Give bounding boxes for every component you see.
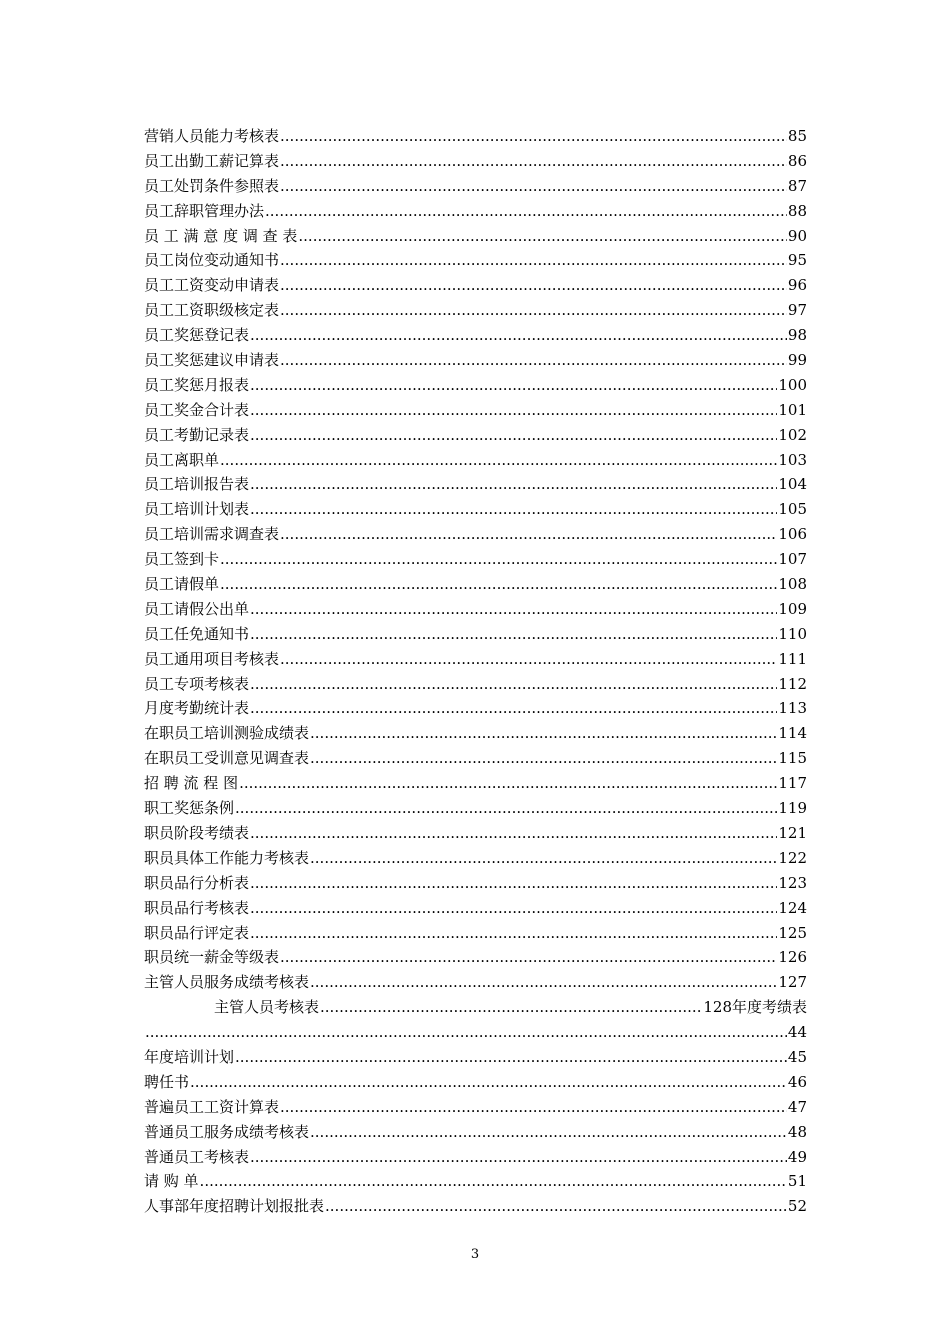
toc-entry-title: 员工岗位变动通知书 [144, 251, 280, 270]
toc-entry-page: 107 [778, 550, 807, 569]
toc-entry-page: 104 [778, 475, 807, 494]
toc-entry[interactable] [144, 1020, 807, 1045]
toc-entry[interactable] [144, 497, 807, 522]
toc-entry-page: 114 [778, 724, 807, 743]
toc-entry-page: 48 [787, 1122, 807, 1141]
toc-entry-title: 普通员工考核表 [144, 1147, 250, 1166]
toc-entry-title: 员工离职单 [144, 450, 220, 469]
toc-entry-page: 51 [787, 1172, 807, 1191]
toc-leader-dots [190, 1070, 787, 1095]
toc-entry-title: 主管人员考核表 [214, 998, 320, 1017]
toc-leader-dots [250, 423, 777, 448]
toc-entry-page: 110 [778, 624, 807, 643]
toc-entry-page: 115 [778, 749, 807, 768]
toc-entry-page: 122 [778, 848, 807, 867]
toc-entry-page: 88 [787, 201, 807, 220]
toc-entry-page: 99 [787, 351, 807, 370]
toc-entry[interactable] [144, 149, 807, 174]
toc-entry-page: 96 [787, 276, 807, 295]
toc-leader-dots [235, 1045, 787, 1070]
toc-entry-page: 87 [787, 176, 807, 195]
toc-leader-dots [200, 1169, 787, 1194]
toc-entry-page: 47 [787, 1097, 807, 1116]
toc-leader-dots [250, 896, 777, 921]
toc-entry[interactable] [144, 622, 807, 647]
toc-entry-title: 员工请假公出单 [144, 599, 250, 618]
toc-leader-dots [250, 1145, 787, 1170]
toc-entry-title: 在职员工培训测验成绩表 [144, 724, 310, 743]
toc-entry-title: 员工培训报告表 [144, 475, 250, 494]
toc-entry[interactable] [144, 945, 807, 970]
toc-leader-dots [239, 771, 777, 796]
toc-entry-page: 106 [778, 525, 807, 544]
toc-entry-title: 月度考勤统计表 [144, 699, 250, 718]
toc-entry-title: 员工处罚条件参照表 [144, 176, 280, 195]
toc-entry-title: 员工请假单 [144, 575, 220, 594]
toc-leader-dots [250, 821, 777, 846]
toc-entry[interactable] [144, 995, 807, 1020]
toc-entry-page: 102 [778, 425, 807, 444]
toc-entry-title: 普通员工服务成绩考核表 [144, 1122, 310, 1141]
toc-entry[interactable] [144, 448, 807, 473]
toc-leader-dots [250, 472, 777, 497]
toc-leader-dots [280, 945, 777, 970]
toc-entry-title: 在职员工受训意见调查表 [144, 749, 310, 768]
toc-leader-dots [280, 174, 787, 199]
toc-entry-page: 108 [778, 575, 807, 594]
toc-entry-title: 员工任免通知书 [144, 624, 250, 643]
toc-leader-dots [280, 124, 787, 149]
toc-entry-title: 员工工资变动申请表 [144, 276, 280, 295]
toc-entry[interactable] [144, 572, 807, 597]
toc-leader-dots [250, 871, 777, 896]
toc-leader-dots [250, 696, 777, 721]
toc-entry-title: 员工考勤记录表 [144, 425, 250, 444]
toc-entry-page: 95 [787, 251, 807, 270]
toc-entry-title: 员工签到卡 [144, 550, 220, 569]
toc-entry[interactable] [144, 298, 807, 323]
toc-leader-dots [235, 796, 777, 821]
toc-entry[interactable] [144, 896, 807, 921]
toc-entry-title: 员工通用项目考核表 [144, 649, 280, 668]
toc-entry[interactable] [144, 1120, 807, 1145]
toc-entry-title: 聘任书 [144, 1072, 190, 1091]
toc-entry-page: 119 [778, 799, 807, 818]
toc-entry-page: 100 [778, 375, 807, 394]
toc-entry[interactable] [144, 1194, 807, 1219]
toc-leader-dots [250, 597, 777, 622]
toc-entry-title: 职员统一薪金等级表 [144, 948, 280, 967]
toc-leader-dots [280, 348, 787, 373]
toc-entry-title: 员 工 满 意 度 调 查 表 [144, 226, 298, 245]
table-of-contents [144, 124, 807, 1219]
toc-entry[interactable] [144, 273, 807, 298]
toc-entry-title: 营销人员能力考核表 [144, 127, 280, 145]
toc-entry-title: 请 购 单 [144, 1172, 199, 1191]
toc-leader-dots [310, 970, 777, 995]
toc-entry-title: 员工培训计划表 [144, 500, 250, 519]
toc-entry[interactable] [144, 348, 807, 373]
toc-entry-page: 86 [787, 151, 807, 170]
toc-entry[interactable] [144, 1169, 807, 1194]
toc-leader-dots [220, 572, 777, 597]
toc-leader-dots [320, 995, 702, 1020]
toc-leader-dots [310, 721, 777, 746]
toc-leader-dots [280, 647, 777, 672]
toc-entry-page: 127 [778, 973, 807, 992]
toc-entry[interactable] [144, 721, 807, 746]
toc-entry-page: 121 [778, 823, 807, 842]
toc-entry-page: 112 [778, 674, 807, 693]
toc-entry-page: 125 [778, 923, 807, 942]
toc-leader-dots [265, 199, 787, 224]
toc-entry-page: 44 [787, 1023, 807, 1042]
toc-entry-page: 97 [787, 301, 807, 320]
toc-entry[interactable] [144, 1045, 807, 1070]
toc-entry-page: 52 [787, 1197, 807, 1216]
toc-entry-title: 职员品行考核表 [144, 898, 250, 917]
toc-entry-title: 员工奖金合计表 [144, 400, 250, 419]
toc-entry[interactable] [144, 771, 807, 796]
toc-entry-page: 128年度考绩表 [703, 998, 807, 1017]
toc-entry[interactable] [144, 1095, 807, 1120]
toc-entry[interactable] [144, 224, 807, 249]
toc-entry-page: 113 [778, 699, 807, 718]
toc-entry-title: 职员阶段考绩表 [144, 823, 250, 842]
toc-leader-dots [325, 1194, 787, 1219]
toc-entry[interactable] [144, 398, 807, 423]
toc-entry-title: 员工奖惩月报表 [144, 375, 250, 394]
toc-entry[interactable] [144, 846, 807, 871]
toc-entry-title: 员工工资职级核定表 [144, 301, 280, 320]
toc-leader-dots [250, 672, 777, 697]
toc-entry-page: 45 [787, 1047, 807, 1066]
toc-entry-page: 98 [787, 326, 807, 345]
toc-leader-dots [250, 921, 777, 946]
toc-entry-title: 员工专项考核表 [144, 674, 250, 693]
toc-entry[interactable] [144, 746, 807, 771]
toc-entry[interactable] [144, 472, 807, 497]
toc-entry[interactable] [144, 696, 807, 721]
toc-entry-page: 101 [778, 400, 807, 419]
toc-entry-page: 105 [778, 500, 807, 519]
toc-entry-page: 109 [778, 599, 807, 618]
toc-entry[interactable] [144, 871, 807, 896]
toc-entry-title: 员工辞职管理办法 [144, 201, 265, 220]
toc-entry[interactable] [144, 796, 807, 821]
toc-entry-title: 职员具体工作能力考核表 [144, 848, 310, 867]
toc-entry-title: 员工奖惩登记表 [144, 326, 250, 345]
toc-entry-page: 49 [787, 1147, 807, 1166]
toc-leader-dots [280, 149, 787, 174]
toc-entry-page: 46 [787, 1072, 807, 1091]
toc-entry-page: 123 [778, 873, 807, 892]
toc-entry[interactable] [144, 199, 807, 224]
toc-entry[interactable] [144, 597, 807, 622]
toc-entry-title: 人事部年度招聘计划报批表 [144, 1197, 325, 1216]
toc-entry-title: 员工奖惩建议申请表 [144, 351, 280, 370]
toc-leader-dots [280, 1095, 787, 1120]
toc-entry-title: 年度培训计划 [144, 1047, 235, 1066]
toc-leader-dots [250, 398, 777, 423]
toc-leader-dots [145, 1020, 787, 1045]
toc-leader-dots [310, 1120, 787, 1145]
toc-entry[interactable] [144, 672, 807, 697]
toc-entry[interactable] [144, 547, 807, 572]
toc-leader-dots [220, 547, 777, 572]
toc-entry-title: 主管人员服务成绩考核表 [144, 973, 310, 992]
toc-entry[interactable] [144, 423, 807, 448]
toc-leader-dots [280, 522, 777, 547]
toc-entry[interactable] [144, 323, 807, 348]
toc-entry-page: 90 [787, 226, 807, 245]
toc-leader-dots [310, 846, 777, 871]
toc-leader-dots [280, 298, 787, 323]
toc-leader-dots [220, 448, 777, 473]
toc-entry[interactable] [144, 921, 807, 946]
toc-leader-dots [280, 273, 787, 298]
toc-entry-title: 员工出勤工薪记算表 [144, 151, 280, 170]
toc-entry[interactable] [144, 522, 807, 547]
toc-entry-page: 111 [778, 649, 807, 668]
toc-entry-title: 职员品行评定表 [144, 923, 250, 942]
toc-entry[interactable] [144, 124, 807, 149]
toc-entry-title: 招 聘 流 程 图 [144, 774, 239, 793]
toc-entry-page: 126 [778, 948, 807, 967]
toc-entry[interactable] [144, 174, 807, 199]
toc-leader-dots [298, 224, 787, 249]
toc-entry[interactable] [144, 970, 807, 995]
toc-entry-page: 103 [778, 450, 807, 469]
toc-leader-dots [250, 622, 777, 647]
toc-entry[interactable] [144, 248, 807, 273]
toc-entry-title: 职工奖惩条例 [144, 799, 235, 818]
toc-entry[interactable] [144, 373, 807, 398]
toc-entry[interactable] [144, 1145, 807, 1170]
toc-entry-title: 职员品行分析表 [144, 873, 250, 892]
toc-entry[interactable] [144, 647, 807, 672]
page-number: 3 [470, 1247, 480, 1262]
toc-entry-page: 124 [778, 898, 807, 917]
toc-entry[interactable] [144, 1070, 807, 1095]
toc-entry-title: 员工培训需求调查表 [144, 525, 280, 544]
toc-leader-dots [280, 248, 787, 273]
toc-leader-dots [310, 746, 777, 771]
toc-entry-page: 85 [787, 127, 807, 145]
toc-leader-dots [250, 497, 777, 522]
toc-leader-dots [250, 373, 777, 398]
toc-entry-title: 普遍员工工资计算表 [144, 1097, 280, 1116]
toc-entry[interactable] [144, 821, 807, 846]
toc-entry-page: 117 [778, 774, 807, 793]
toc-leader-dots [250, 323, 787, 348]
